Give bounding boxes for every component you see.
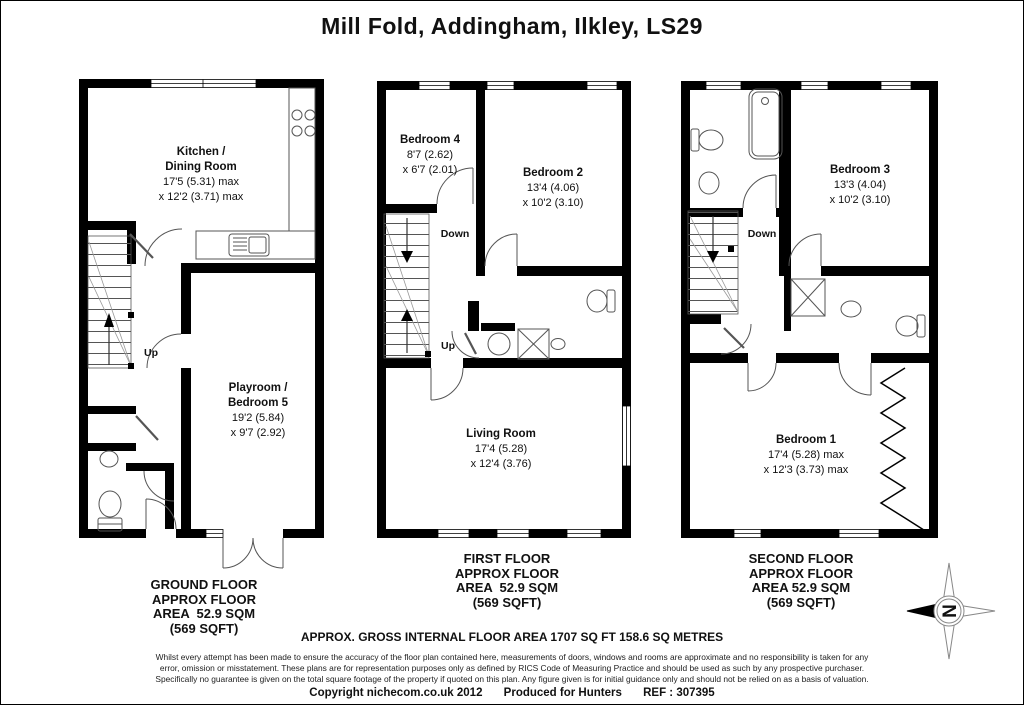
hob-burner — [292, 110, 302, 120]
first-floor-plan — [377, 81, 631, 543]
room-name: Bedroom 4 — [399, 134, 461, 146]
stairs-label-down: Down — [440, 228, 470, 240]
compass-north-letter: N — [940, 604, 961, 618]
disclaimer-line: Whilst every attempt has been made to ensure the accuracy of the floor plan contained here, measurements of doors, windows and rooms are approximate and no responsibility is taken for any — [155, 652, 869, 662]
room-dims: 17'5 (5.31) max — [162, 176, 240, 188]
room-name: Bedroom 3 — [829, 164, 891, 176]
caption-line: APPROX FLOOR — [454, 565, 559, 581]
wall — [386, 358, 431, 368]
wall — [181, 273, 191, 334]
room-dims: 8'7 (2.62) — [406, 149, 454, 161]
kitchen-fixtures — [196, 88, 315, 259]
wall — [514, 81, 587, 90]
wall — [386, 204, 437, 213]
door-swing — [789, 234, 821, 266]
room-dims: 17'4 (5.28) max — [767, 449, 845, 461]
door-swing — [485, 234, 517, 266]
disclaimer — [1, 652, 1023, 685]
wall — [784, 276, 791, 331]
stairs-label-up: Up — [144, 347, 158, 359]
labels — [748, 164, 891, 476]
stairs — [688, 211, 738, 314]
room-name: Bedroom 1 — [775, 434, 837, 446]
toilet-bowl — [99, 491, 121, 517]
bathtub — [749, 89, 782, 159]
wall — [517, 266, 622, 276]
room-name: Living Room — [466, 428, 536, 440]
caption-line: AREA 52.9 SQM — [751, 580, 851, 595]
wall — [821, 266, 929, 276]
wall — [776, 353, 839, 363]
caption-line: (569 SQFT) — [766, 594, 836, 610]
copyright-line — [1, 687, 1023, 699]
room-dims: x 12'2 (3.71) max — [158, 191, 244, 203]
newel-post — [128, 363, 134, 369]
wall — [315, 79, 324, 538]
room-dims: x 10'2 (3.10) — [829, 194, 891, 206]
room-dims: 19'2 (5.84) — [231, 412, 285, 424]
wall — [181, 368, 191, 529]
wall — [469, 529, 497, 538]
compass-rose — [899, 557, 1009, 667]
wall — [86, 443, 136, 451]
room-dims: 13'4 (4.06) — [526, 182, 580, 194]
room-dims: x 9'7 (2.92) — [230, 427, 286, 439]
room-name: Playroom / — [228, 382, 288, 394]
door-leaf — [465, 333, 476, 354]
hob-burner — [305, 126, 315, 136]
disclaimer-line: Specifically no guarantee is given on the total square footage of the property if quoted on this plan. Any figure given is for initial guidance only and should not be relied on as a basis of valuation. — [155, 674, 869, 684]
caption-line: AREA 52.9 SQM — [152, 606, 256, 621]
door-leaf — [724, 328, 744, 348]
caption-line: (569 SQFT) — [169, 620, 239, 636]
toilet-bowl — [699, 130, 723, 150]
bathtub-inner — [752, 92, 779, 156]
wall — [79, 79, 151, 88]
room-name: Kitchen / — [176, 146, 226, 158]
room-dims: 13'3 (4.04) — [833, 179, 887, 191]
room-dims: 17'4 (5.28) — [474, 443, 528, 455]
wall — [779, 81, 791, 208]
stairs-label-down: Down — [747, 228, 777, 240]
room-dims: x 12'4 (3.76) — [470, 458, 532, 470]
labels — [144, 146, 289, 439]
copyright-text: Copyright nichecom.co.uk 2012 — [309, 687, 483, 699]
second-floor-caption — [701, 552, 901, 610]
counter — [289, 88, 315, 231]
wall — [79, 529, 146, 538]
basin — [488, 333, 510, 355]
wc-fixtures — [98, 451, 122, 531]
wall — [828, 81, 881, 90]
wall — [283, 529, 324, 538]
wall — [481, 323, 515, 331]
wall — [681, 314, 721, 324]
produced-for-text: Produced for Hunters — [503, 687, 622, 699]
counter — [196, 231, 315, 259]
newel-post — [425, 351, 431, 357]
room-dims: x 10'2 (3.10) — [522, 197, 584, 209]
toilet-cistern — [691, 129, 699, 151]
bathtub-drain — [762, 98, 769, 105]
room-dims: x 6'7 (2.01) — [402, 164, 458, 176]
wall — [761, 529, 839, 538]
wall — [879, 529, 938, 538]
french-door-swing — [223, 538, 253, 568]
room-name: Bedroom 2 — [522, 167, 584, 179]
wall — [176, 529, 206, 538]
wall — [86, 406, 136, 414]
wall — [529, 529, 567, 538]
stairs — [384, 214, 431, 358]
reference-number: REF : 307395 — [643, 687, 715, 699]
wall — [622, 81, 631, 538]
door-swing — [431, 368, 463, 400]
basin — [699, 172, 719, 194]
basin — [841, 301, 861, 317]
wall — [126, 463, 174, 471]
caption-line: GROUND FLOOR — [150, 577, 258, 592]
hob-burner — [292, 126, 302, 136]
caption-line: FIRST FLOOR — [463, 551, 551, 566]
wall — [871, 353, 929, 363]
hob-burner — [305, 110, 315, 120]
door-swing — [839, 363, 871, 395]
newel-post — [128, 312, 134, 318]
stairs-label-up: Up — [441, 340, 455, 352]
wall — [377, 529, 438, 538]
caption-line: AREA 52.9 SQM — [455, 580, 559, 595]
second-floor-plan — [681, 81, 938, 543]
ground-floor-caption — [104, 578, 304, 636]
wall — [79, 79, 88, 538]
ground-floor-plan — [79, 79, 324, 569]
toilet-bowl — [587, 290, 607, 312]
toilet-bowl — [896, 316, 918, 336]
wall — [681, 529, 734, 538]
french-door-swing — [253, 538, 283, 568]
sink-bowl — [249, 237, 266, 253]
first-floor-caption — [407, 552, 607, 610]
caption-line: APPROX FLOOR — [151, 591, 256, 607]
shower-room-fixtures — [791, 279, 925, 337]
wall — [601, 529, 631, 538]
caption-line: (569 SQFT) — [472, 594, 542, 610]
room-name: Dining Room — [165, 161, 237, 173]
extractor — [551, 339, 565, 350]
room-name: Bedroom 5 — [227, 397, 289, 409]
wall — [256, 79, 324, 88]
door-swing — [748, 363, 776, 391]
door-swing — [145, 229, 182, 266]
wall — [181, 263, 324, 273]
basin — [100, 451, 118, 467]
wall — [929, 81, 938, 538]
room-dims: x 12'3 (3.73) max — [763, 464, 849, 476]
disclaimer-line: error, omission or misstatement. These plans are for representation purposes only as defined by RICS Code of Measuring Practice and should be used as such by any prospective purchaser. — [159, 663, 865, 673]
stairs — [88, 236, 134, 369]
newel-post — [728, 246, 734, 252]
toilet-cistern — [607, 290, 615, 312]
wall — [681, 353, 748, 363]
wardrobe — [881, 368, 927, 532]
wall — [468, 301, 479, 331]
caption-line: APPROX FLOOR — [748, 565, 853, 581]
door-swing — [743, 175, 776, 208]
door-leaf — [136, 416, 158, 440]
page-title: Mill Fold, Addingham, Ilkley, LS29 — [321, 13, 703, 39]
bathroom-fixtures — [691, 89, 782, 194]
wardrobe-zigzag — [881, 368, 927, 532]
wall — [476, 81, 485, 276]
gross-internal-area: APPROX. GROSS INTERNAL FLOOR AREA 1707 SQ FT 158.6 SQ METRES — [300, 630, 724, 644]
caption-line: SECOND FLOOR — [748, 551, 854, 566]
